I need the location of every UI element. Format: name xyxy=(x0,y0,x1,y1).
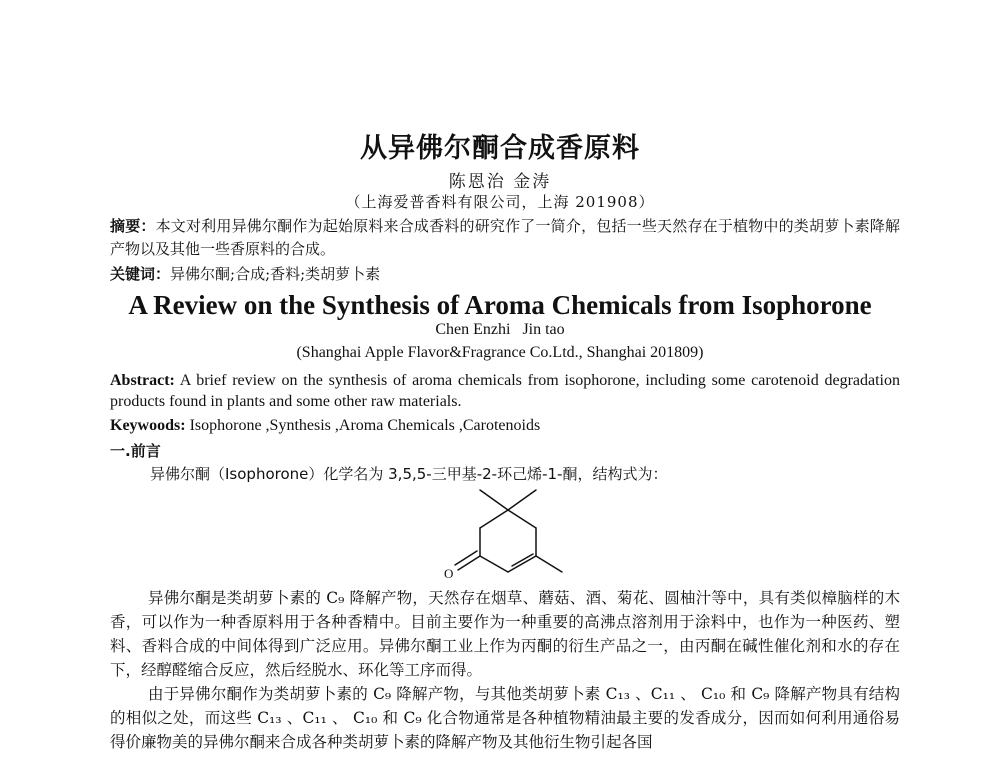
ring-bond-1 xyxy=(480,510,508,528)
carbonyl-bond xyxy=(458,556,480,570)
en-abstract xyxy=(110,370,900,412)
en-title: A Review on the Synthesis of Aroma Chemicals from Isophorone xyxy=(128,290,872,320)
methyl-bond-left xyxy=(480,490,508,510)
methyl-bond-c3 xyxy=(536,556,562,572)
section-heading: 一.前言 xyxy=(110,442,161,460)
body-paragraph-2: 由于异佛尔酮作为类胡萝卜素的 C₉ 降解产物，与其他类胡萝卜素 C₁₃ 、C₁₁ 、 C₁₀ 和 C₉ 降解产物具有结构的相似之处，而这些 C₁₃ 、C₁₁ 、 C₁₀ 和 C₉ 化合物通常是各种植物精油最主要的发香成分，因而如何利用通俗易得价廉物美的异佛尔酮来合成各种类胡萝卜素的降解产物及其他衍生物引起各国 xyxy=(110,685,900,751)
en-keywords-text: Isophorone ,Synthesis ,Aroma Chemicals ,Carotenoids xyxy=(185,417,541,434)
en-keywords xyxy=(110,415,900,436)
en-abstract-text: A brief review on the synthesis of aroma chemicals from isophorone, including some carotenoid degradation products found in plants and some other raw materials. xyxy=(110,372,900,410)
ring-bond-6 xyxy=(508,510,536,528)
cn-keywords-label: 关键词： xyxy=(110,265,171,283)
intro-line: 异佛尔酮（Isophorone）化学名为 3,5,5-三甲基-2-环己烯-1-酮，结构式为： xyxy=(150,465,668,483)
cn-affiliation: （上海爱普香料有限公司，上海 201908） xyxy=(345,193,655,211)
methyl-bond-right xyxy=(508,490,536,510)
en-author-2: Jin tao xyxy=(522,321,565,338)
body-paragraph-1: 异佛尔酮是类胡萝卜素的 C₉ 降解产物，天然存在烟草、蘑菇、酒、菊花、圆柚汁等中，具有类似樟脑样的木香，可以作为一种香原料用于各种香精中。目前主要作为一种重要的高沸点溶剂用于涂料中，也作为一种医药、塑料、香料合成的中间体得到广泛应用。异佛尔酮工业上作为丙酮的衍生产品之一，由丙酮在碱性催化剂和水的存在下，经醇醛缩合反应，然后经脱水、环化等工序而得。 xyxy=(110,589,900,679)
cn-keywords xyxy=(110,263,900,286)
cn-abstract-text: 本文对利用异佛尔酮作为起始原料来合成香料的研究作了一简介，包括一些天然存在于植物中的类胡萝卜素降解产物以及其他一些香原料的合成。 xyxy=(110,217,900,258)
ring-bond-4 xyxy=(508,556,536,572)
cn-abstract xyxy=(110,215,900,261)
en-affiliation: (Shanghai Apple Flavor&Fragrance Co.Ltd., Shanghai 201809) xyxy=(296,344,704,361)
cn-title: 从异佛尔酮合成香原料 xyxy=(360,133,640,164)
cn-authors: 陈恩治 金涛 xyxy=(448,172,552,192)
cn-keywords-text: 异佛尔酮;合成;香料;类胡萝卜素 xyxy=(170,265,381,283)
cn-abstract-label: 摘要： xyxy=(110,217,156,235)
carbonyl-double xyxy=(455,551,477,565)
en-abstract-label: Abstract: xyxy=(110,372,175,389)
isophorone-structure xyxy=(440,482,580,584)
ring-bond-3 xyxy=(480,556,508,572)
en-keywords-label: Keywoods: xyxy=(110,417,186,434)
en-author-1: Chen Enzhi xyxy=(435,321,511,338)
oxygen-label: O xyxy=(444,566,454,581)
en-authors xyxy=(0,321,1000,339)
